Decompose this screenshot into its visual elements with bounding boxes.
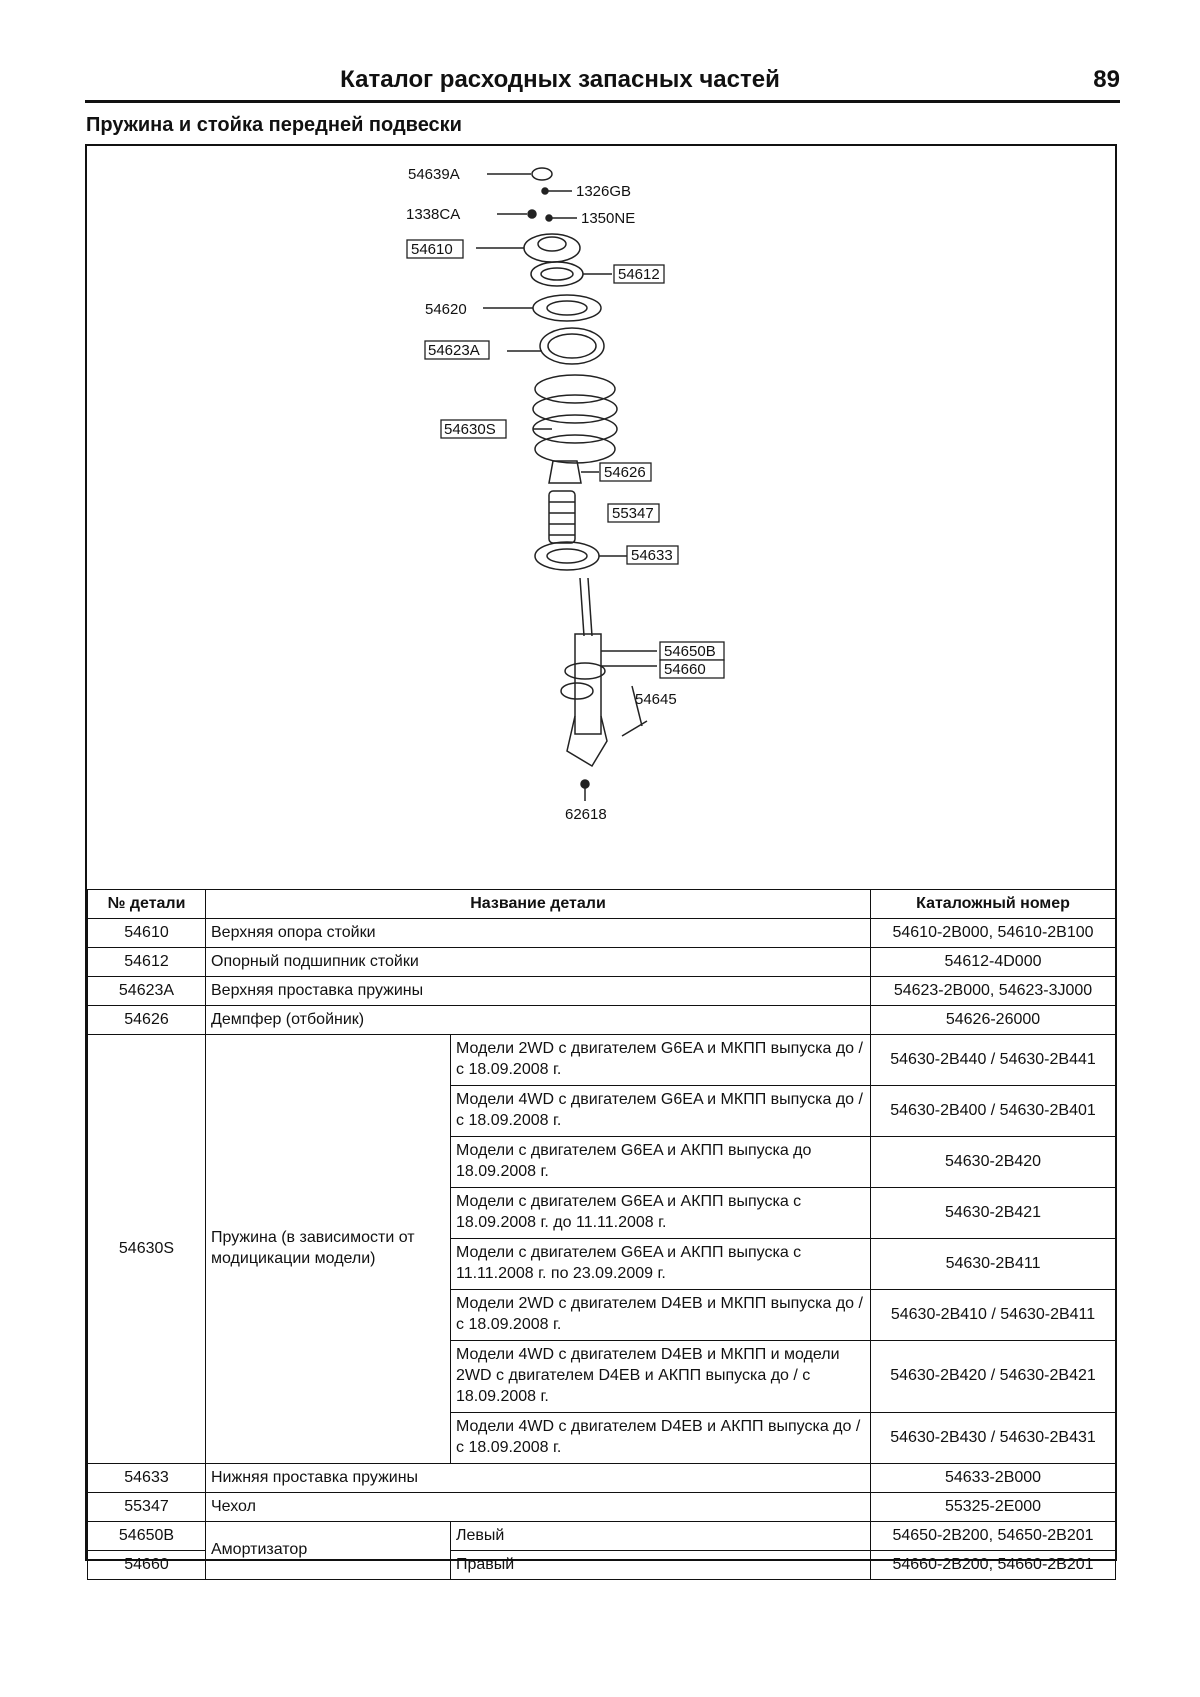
variant-desc: Модели 4WD с двигателем D4EB и АКПП выпуска до / с 18.09.2008 г. bbox=[451, 1413, 871, 1464]
catalog-number: 54660-2B200, 54660-2B201 bbox=[871, 1551, 1116, 1580]
table-row bbox=[88, 1464, 1116, 1493]
catalog-number: 54630-2B411 bbox=[871, 1239, 1116, 1290]
catalog-number: 54630-2B430 / 54630-2B431 bbox=[871, 1413, 1116, 1464]
part-name: Демпфер (отбойник) bbox=[206, 1006, 871, 1035]
catalog-number: 54630-2B440 / 54630-2B441 bbox=[871, 1035, 1116, 1086]
page-number: 89 bbox=[1093, 66, 1120, 93]
bearing-part bbox=[531, 262, 583, 286]
part-name: Чехол bbox=[206, 1493, 871, 1522]
label-54660: 54660 bbox=[664, 661, 706, 678]
label-62618: 62618 bbox=[565, 806, 607, 823]
catalog-number: 54630-2B421 bbox=[871, 1188, 1116, 1239]
section-title: Пружина и стойка передней подвески bbox=[86, 114, 462, 136]
catalog-number: 54630-2B410 / 54630-2B411 bbox=[871, 1290, 1116, 1341]
part-name: Верхняя проставка пружины bbox=[206, 977, 871, 1006]
label-54645: 54645 bbox=[635, 691, 677, 708]
part-name: Пружина (в зависимости от модицикации модели) bbox=[206, 1035, 451, 1464]
bolt-part bbox=[581, 780, 589, 788]
catalog-number: 55325-2E000 bbox=[871, 1493, 1116, 1522]
shock-absorber-part bbox=[561, 578, 607, 766]
header-part-no: № детали bbox=[88, 890, 206, 919]
lower-pad-part bbox=[535, 542, 599, 570]
variant-desc: Модели 2WD с двигателем D4EB и МКПП выпуска до / с 18.09.2008 г. bbox=[451, 1290, 871, 1341]
page-header bbox=[85, 62, 1120, 103]
table-row bbox=[88, 1522, 1116, 1551]
label-54610: 54610 bbox=[411, 241, 453, 258]
nut-part bbox=[542, 188, 548, 194]
part-name: Амортизатор bbox=[206, 1522, 451, 1580]
part-name: Нижняя проставка пружины bbox=[206, 1464, 871, 1493]
label-54633: 54633 bbox=[631, 547, 673, 564]
part-number: 54623A bbox=[88, 977, 206, 1006]
label-1338ca: 1338CA bbox=[406, 206, 461, 223]
catalog-number: 54623-2B000, 54623-3J000 bbox=[871, 977, 1116, 1006]
part-number: 54650B bbox=[88, 1522, 206, 1551]
catalog-number: 54630-2B420 / 54630-2B421 bbox=[871, 1341, 1116, 1413]
catalog-number: 54610-2B000, 54610-2B100 bbox=[871, 919, 1116, 948]
catalog-number: 54650-2B200, 54650-2B201 bbox=[871, 1522, 1116, 1551]
header-name: Название детали bbox=[206, 890, 871, 919]
catalog-number: 54630-2B400 / 54630-2B401 bbox=[871, 1086, 1116, 1137]
variant-desc: Модели 4WD с двигателем G6EA и МКПП выпуска до / с 18.09.2008 г. bbox=[451, 1086, 871, 1137]
catalog-number: 54626-26000 bbox=[871, 1006, 1116, 1035]
variant-desc: Модели 4WD с двигателем D4EB и МКПП и модели 2WD с двигателем D4EB и АКПП выпуска до / с 18.09.2008 г. bbox=[451, 1341, 871, 1413]
side-label: Левый bbox=[451, 1522, 871, 1551]
spring-seat-part bbox=[533, 295, 601, 321]
variant-desc: Модели с двигателем G6EA и АКПП выпуска с 18.09.2008 г. до 11.11.2008 г. bbox=[451, 1188, 871, 1239]
header-catalog: Каталожный номер bbox=[871, 890, 1116, 919]
label-54623a: 54623A bbox=[428, 342, 480, 359]
cap-part bbox=[532, 168, 552, 180]
parts-table bbox=[87, 889, 1116, 1580]
variant-desc: Модели с двигателем G6EA и АКПП выпуска до 18.09.2008 г. bbox=[451, 1137, 871, 1188]
table-row bbox=[88, 1493, 1116, 1522]
label-55347: 55347 bbox=[612, 505, 654, 522]
table-row bbox=[88, 1035, 1116, 1086]
label-54650b: 54650B bbox=[664, 643, 716, 660]
part-number: 55347 bbox=[88, 1493, 206, 1522]
label-54630s: 54630S bbox=[444, 421, 496, 438]
label-54612: 54612 bbox=[618, 266, 660, 283]
spring-coil-part bbox=[533, 375, 617, 463]
part-number: 54660 bbox=[88, 1551, 206, 1580]
catalog-number: 54630-2B420 bbox=[871, 1137, 1116, 1188]
part-number: 54626 bbox=[88, 1006, 206, 1035]
table-row bbox=[88, 948, 1116, 977]
part-number: 54630S bbox=[88, 1035, 206, 1464]
part-name: Верхняя опора стойки bbox=[206, 919, 871, 948]
catalog-number: 54612-4D000 bbox=[871, 948, 1116, 977]
washer-part bbox=[528, 210, 536, 218]
suspension-diagram bbox=[87, 146, 1115, 889]
part-name: Опорный подшипник стойки bbox=[206, 948, 871, 977]
part-number: 54610 bbox=[88, 919, 206, 948]
part-number: 54633 bbox=[88, 1464, 206, 1493]
variant-desc: Модели с двигателем G6EA и АКПП выпуска с 11.11.2008 г. по 23.09.2009 г. bbox=[451, 1239, 871, 1290]
label-54626: 54626 bbox=[604, 464, 646, 481]
label-1350ne: 1350NE bbox=[581, 210, 636, 227]
upper-mount-part bbox=[524, 234, 580, 262]
catalog-title: Каталог расходных запасных частей bbox=[340, 66, 780, 93]
content-frame bbox=[85, 144, 1117, 1573]
table-row bbox=[88, 977, 1116, 1006]
side-label: Правый bbox=[451, 1551, 871, 1580]
dust-boot-part bbox=[549, 491, 575, 543]
catalog-number: 54633-2B000 bbox=[871, 1464, 1116, 1493]
table-row bbox=[88, 919, 1116, 948]
label-54620: 54620 bbox=[425, 301, 467, 318]
bump-stop-part bbox=[549, 461, 581, 483]
part-number: 54612 bbox=[88, 948, 206, 977]
variant-desc: Модели 2WD с двигателем G6EA и МКПП выпуска до / с 18.09.2008 г. bbox=[451, 1035, 871, 1086]
label-1326gb: 1326GB bbox=[576, 183, 632, 200]
label-54639a: 54639A bbox=[408, 166, 460, 183]
table-row bbox=[88, 1006, 1116, 1035]
